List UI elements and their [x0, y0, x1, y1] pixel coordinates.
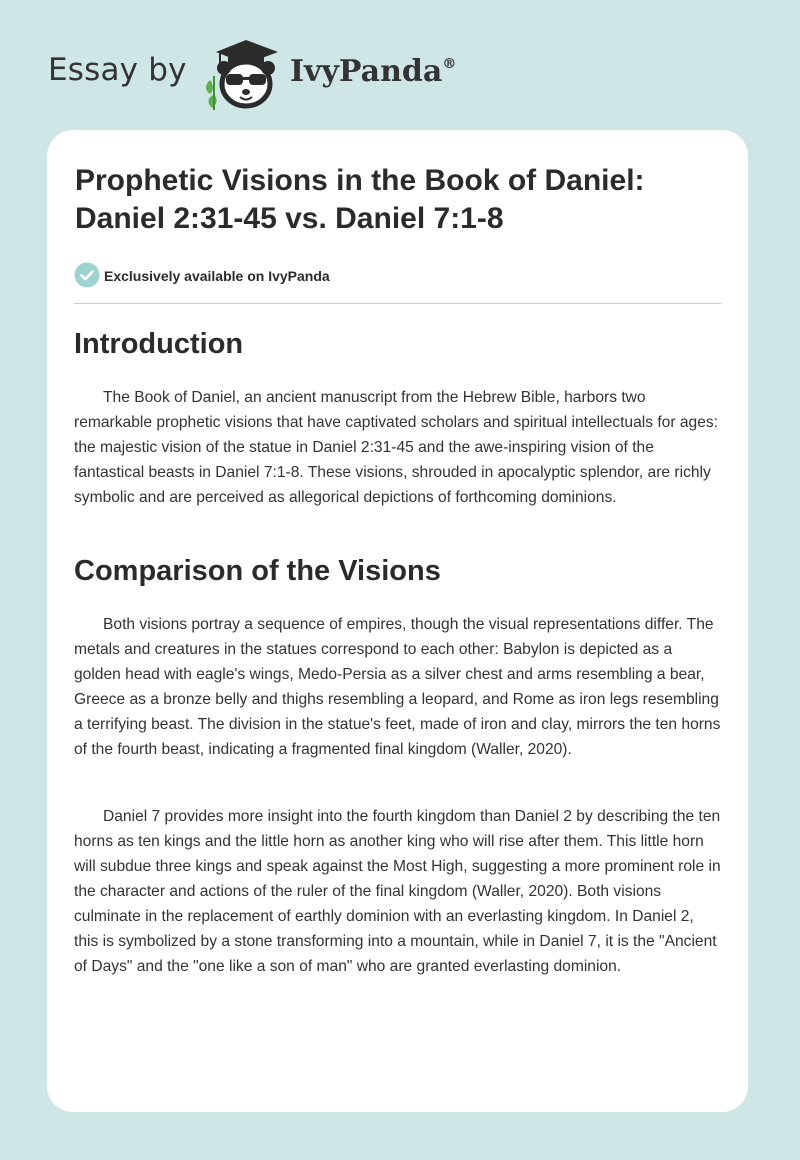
exclusive-badge: [74, 262, 474, 290]
site-header: [48, 36, 548, 116]
divider: [74, 303, 722, 304]
paragraph-comparison-2: Daniel 7 provides more insight into the fourth kingdom than Daniel 2 by describing the ten horns as ten kings and the little horn as another king who will rise after them. This little horn will subdue three kings and speak against the Most High, suggesting a more prominent role in the character and actions of the ruler of the final kingdom (Waller, 2020). Both visions culminate in the replacement of earthly dominion with an everlasting kingdom. In Daniel 2, this is symbolized by a stone transforming into a mountain, while in Daniel 7, it is the "Ancient of Days" and the "one like a son of man" who are granted everlasting dominion.: [74, 808, 721, 975]
page-title: Prophetic Visions in the Book of Daniel: Daniel 2:31-45 vs. Daniel 7:1-8: [75, 164, 645, 235]
exclusive-badge-text: Exclusively available on IvyPanda: [104, 268, 330, 284]
paragraph-introduction: The Book of Daniel, an ancient manuscript from the Hebrew Bible, harbors two remarkable prophetic visions that have captivated scholars and spiritual intellectuals for ages: the majestic vision of the statue in Daniel 2:31-45 and the awe-inspiring vision of the fantastical beasts in Daniel 7:1-8. These visions, shrouded in apocalyptic splendor, are richly symbolic and are perceived as allegorical depictions of forthcoming dominions.: [74, 389, 719, 506]
section-heading-introduction: Introduction: [74, 328, 244, 360]
essay-card: [47, 130, 748, 1112]
check-circle-icon: [74, 262, 100, 288]
essay-by-label: Essay by: [48, 52, 187, 88]
registered-mark: ®: [442, 56, 457, 72]
section-heading-comparison: Comparison of the Visions: [74, 555, 441, 587]
paragraph-comparison-1: Both visions portray a sequence of empires, though the visual representations differ. The metals and creatures in the statues correspond to each other: Babylon is depicted as a golden head with eagle's wings, Medo-Persia as a silver chest and arms resembling a bear, Greece as a bronze belly and thighs resembling a leopard, and Rome as iron legs resembling a terrifying beast. The division in the statue's feet, made of iron and clay, mirrors the ten horns of the fourth beast, indicating a fragmented final kingdom (Waller, 2020).: [74, 616, 721, 758]
brand-name[interactable]: IvyPanda®: [290, 54, 457, 89]
panda-graduate-icon[interactable]: [198, 36, 288, 112]
